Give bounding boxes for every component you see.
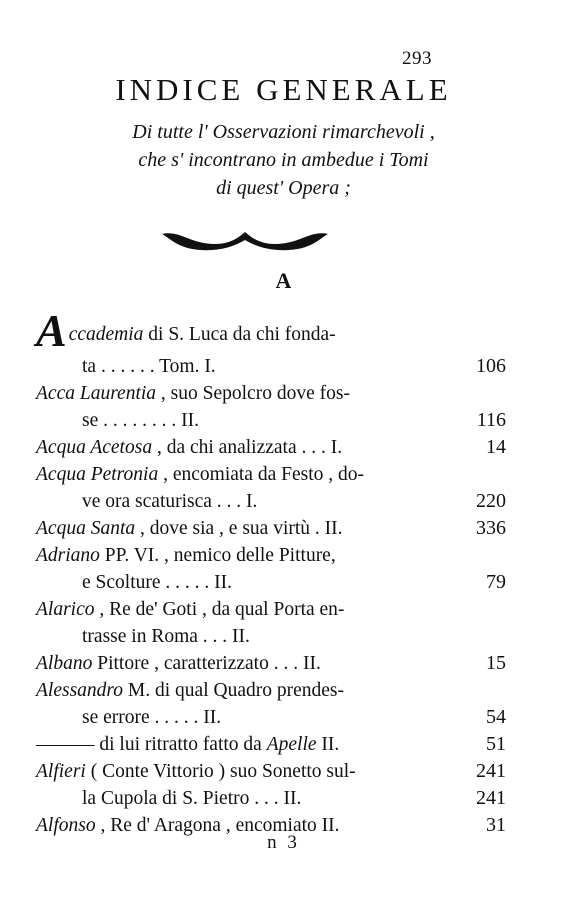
- index-line-text: [82, 623, 250, 650]
- index-line: [36, 704, 506, 731]
- index-line-text: [36, 650, 321, 677]
- entry-description: , da chi analizzata . . . I.: [152, 437, 343, 458]
- entry-headword: Acqua Petronia: [36, 464, 159, 485]
- index-line: [36, 380, 506, 407]
- signature-mark: n 3: [267, 832, 300, 853]
- index-line-text: [82, 488, 257, 515]
- index-title: INDICE GENERALE: [115, 72, 452, 107]
- index-line-text: [82, 353, 216, 380]
- entry-headword: Adriano: [36, 545, 100, 566]
- entry-headword: Alfonso: [36, 815, 96, 836]
- subtitle-line: Di tutte l' Osservazioni rimarchevoli ,: [132, 121, 435, 143]
- subtitle-line: che s' incontrano in ambedue i Tomi: [138, 149, 429, 171]
- page-reference: 31: [486, 814, 506, 836]
- entry-headword: Alarico: [36, 599, 95, 620]
- index-line: [36, 758, 506, 785]
- decorative-ornament: [160, 228, 330, 254]
- entry-description: trasse in Roma . . . II.: [82, 626, 250, 647]
- entry-description: ta . . . . . . Tom. I.: [82, 356, 216, 377]
- entry-description: , suo Sepolcro dove fos-: [156, 383, 350, 404]
- entry-description: , Re de' Goti , da qual Porta en-: [94, 599, 345, 620]
- entry-description: se . . . . . . . . II.: [82, 410, 199, 431]
- index-line-text: [82, 407, 199, 434]
- entry-headword: Acqua Acetosa: [36, 437, 153, 458]
- entry-description: , dove sia , e sua virtù . II.: [135, 518, 343, 539]
- entry-headword: Albano: [36, 653, 93, 674]
- index-line: [36, 305, 506, 356]
- index-entries: [36, 305, 506, 839]
- page-reference: 116: [476, 409, 506, 431]
- index-line: [36, 677, 506, 704]
- index-line-text: [36, 731, 339, 758]
- index-line: [36, 461, 506, 488]
- drop-cap: A: [36, 305, 67, 356]
- entry-description: PP. VI. , nemico delle Pitture,: [99, 545, 336, 566]
- entry-description: ve ora scaturisca . . . I.: [82, 491, 258, 512]
- index-line-text: [36, 461, 364, 488]
- index-line-text: [36, 758, 356, 785]
- entry-description: la Cupola di S. Pietro . . . II.: [82, 788, 302, 809]
- index-line: [36, 785, 506, 812]
- entry-headword: Acca Laurentia: [36, 383, 157, 404]
- index-line: [36, 569, 506, 596]
- page-reference: 15: [486, 652, 506, 674]
- page-reference: 106: [476, 355, 506, 377]
- page-reference: 54: [486, 706, 506, 728]
- page-number: 293: [402, 48, 432, 69]
- index-line: [36, 623, 506, 650]
- page-reference: 220: [476, 490, 506, 512]
- entry-description: se errore . . . . . II.: [82, 707, 222, 728]
- entry-description: di S. Luca da chi fonda-: [143, 324, 336, 345]
- index-subtitle: [0, 118, 567, 202]
- index-line-text: [36, 596, 344, 623]
- index-line-text: [82, 569, 232, 596]
- page-reference: 14: [486, 436, 506, 458]
- page-reference: 79: [486, 571, 506, 593]
- index-line: [36, 407, 506, 434]
- entry-volume: II.: [316, 734, 340, 755]
- index-line-text: [36, 542, 336, 569]
- page-reference: 241: [476, 787, 506, 809]
- entry-description: , Re d' Aragona , encomiato II.: [95, 815, 340, 836]
- entry-description: di lui ritratto fatto da: [94, 734, 267, 755]
- index-line-text: [36, 434, 342, 461]
- page-reference: 336: [476, 517, 506, 539]
- entry-headword: Alessandro: [36, 680, 124, 701]
- index-line: [36, 650, 506, 677]
- index-line: [36, 596, 506, 623]
- index-line-text: [36, 677, 344, 704]
- page-reference: 51: [486, 733, 506, 755]
- index-line-text: [82, 785, 301, 812]
- entry-description: ( Conte Vittorio ) suo Sonetto sul-: [85, 761, 356, 782]
- entry-reference-name: Apelle: [266, 734, 317, 755]
- index-line: [36, 515, 506, 542]
- index-line: [36, 731, 506, 758]
- entry-headword: Acqua Santa: [36, 518, 136, 539]
- entry-headword: ccademia: [68, 324, 144, 345]
- index-line-text: [82, 704, 221, 731]
- entry-description: e Scolture . . . . . II.: [82, 572, 233, 593]
- section-letter: A: [275, 268, 292, 293]
- entry-description: Pittore , caratterizzato . . . II.: [92, 653, 321, 674]
- subtitle-line: di quest' Opera ;: [216, 177, 351, 199]
- entry-description: , encomiata da Festo , do-: [158, 464, 364, 485]
- index-line: [36, 353, 506, 380]
- page-reference: 241: [476, 760, 506, 782]
- entry-headword: Alfieri: [36, 761, 86, 782]
- index-line: [36, 542, 506, 569]
- index-line: [36, 488, 506, 515]
- index-line-text: [36, 380, 350, 407]
- entry-description: M. di qual Quadro prendes-: [123, 680, 344, 701]
- index-line-text: [36, 515, 343, 542]
- index-line: [36, 434, 506, 461]
- em-dash-rule: ———: [36, 734, 95, 755]
